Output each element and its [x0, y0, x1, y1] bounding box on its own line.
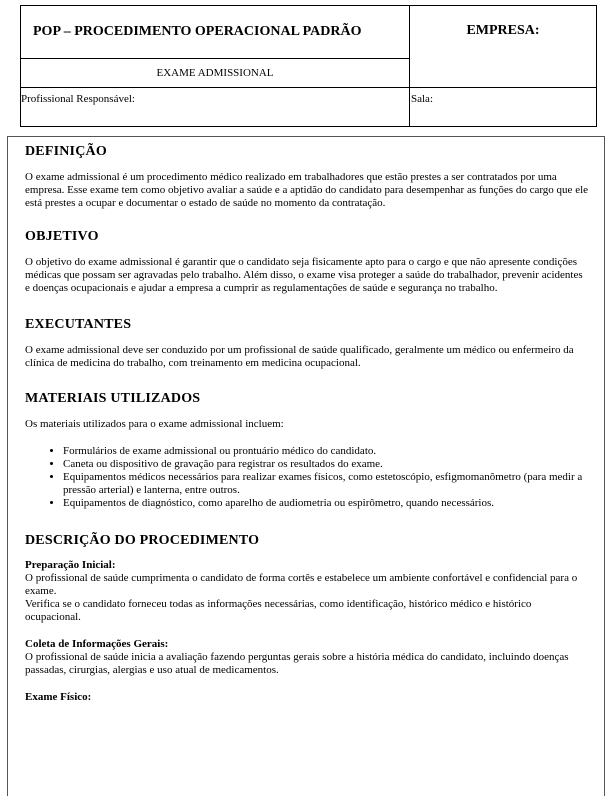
section-text: O objetivo do exame admissional é garantir que o candidato seja fisicamente apto para o cargo e que não apresente condições médicas que possam ser agravadas pelo trabalho. Além disso, o exame visa proteger a saúde do trabalhador, prevenir acidentes e doenças ocupacionais e ajudar a empresa a cumprir as regulamentações de saúde e segurança no trabalho. [25, 256, 583, 294]
subsection-title: Preparação Inicial: [25, 559, 116, 571]
exam-type: EXAME ADMISSIONAL [21, 59, 410, 88]
section-descricao [25, 534, 590, 704]
section-text: O exame admissional é um procedimento médico realizado em trabalhadores que estão prestes a ser contratados por uma empresa. Esse exame tem como objetivo avaliar a saúde e a aptidão do candidato para desempenhar as funções do cargo que ele está prestes a ocupar e documentar o estado de saúde no momento da contratação. [25, 171, 589, 209]
sala-label: Sala: [410, 88, 597, 127]
subsection-text: O profissional de saúde inicia a avaliação fazendo perguntas gerais sobre a história médica do candidato, incluindo doenças passadas, cirurgias, alergias e uso atual de medicamentos. [25, 651, 569, 676]
section-heading: MATERIAIS UTILIZADOS [25, 391, 201, 406]
list-item: • Caneta ou dispositivo de gravação para registrar os resultados do exame. [63, 458, 590, 471]
section-heading: DEFINIÇÃO [25, 144, 107, 159]
subsection-preparacao [25, 559, 590, 624]
materials-list [25, 445, 590, 510]
section-heading: EXECUTANTES [25, 317, 132, 332]
header-table [20, 5, 597, 127]
list-item: • Equipamentos médicos necessários para realizar exames físicos, como estetoscópio, esfigmomanômetro (para medir a pressão arterial) e lanterna, entre outros. [63, 471, 590, 497]
section-heading: DESCRIÇÃO DO PROCEDIMENTO [25, 533, 260, 548]
subsection-title: Coleta de Informações Gerais: [25, 638, 169, 650]
section-executantes [25, 318, 590, 370]
document-body [7, 136, 605, 796]
section-definicao [25, 145, 590, 210]
subsection-title: Exame Físico: [25, 691, 92, 703]
section-text: Os materiais utilizados para o exame admissional incluem: [25, 418, 284, 430]
empresa-label: EMPRESA: [410, 6, 597, 88]
section-heading: OBJETIVO [25, 229, 99, 244]
subsection-text: O profissional de saúde cumprimenta o candidato de forma cortês e estabelece um ambiente confortável e confidencial para o exame. [25, 572, 578, 597]
document-header [20, 5, 597, 127]
subsection-coleta [25, 638, 590, 677]
list-item: • Formulários de exame admissional ou prontuário médico do candidato. [63, 445, 590, 458]
list-item: • Equipamentos de diagnóstico, como aparelho de audiometria ou espirômetro, quando necessários. [63, 497, 590, 510]
subsection-exame-fisico [25, 691, 590, 704]
section-materiais [25, 392, 590, 510]
section-text: O exame admissional deve ser conduzido por um profissional de saúde qualificado, geralmente um médico ou enfermeiro da clínica de medicina do trabalho, com treinamento em medicina ocupacional. [25, 344, 574, 369]
profissional-responsavel-label: Profissional Responsável: [21, 88, 410, 127]
subsection-text: Verifica se o candidato forneceu todas as informações necessárias, como identificação, histórico médico e histórico ocupacional. [25, 598, 532, 623]
document-title: POP – PROCEDIMENTO OPERACIONAL PADRÃO [21, 6, 410, 59]
section-objetivo [25, 230, 590, 295]
